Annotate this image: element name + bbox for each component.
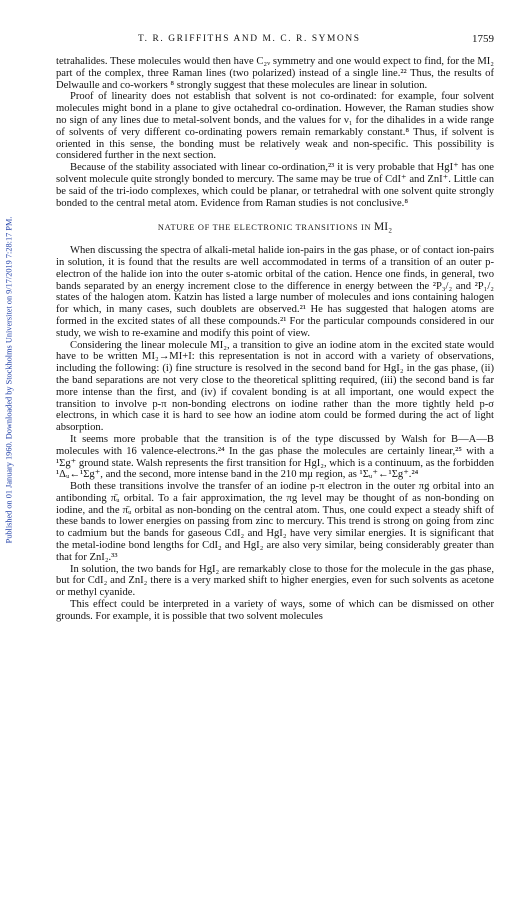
paragraph: tetrahalides. These molecules would then have C₂ᵥ symmetry and one would expect to find, for the MI₂ part of the complex, three Raman lines (two polarized) instead of a single line.²² Thus, the results of Delwaulle and co-workers ⁸ strongly suggest that these molecules are linear in solution. <box>56 56 494 91</box>
page-number: 1759 <box>472 33 494 45</box>
paragraph: Proof of linearity does not establish that solvent is not co-ordinated: for example, four solvent molecules might bond in a plane to give octahedral co-ordination. However, the Raman studies show no sign of any lines due to metal-solvent bonds, and the values for ν₁ for the dihalides in a wide range of solvents of very different co-ordinating powers remain remarkably constant.⁸ Thus, if solvent is oriented in this sense, the bonding must be relatively weak and non-specific. This possibility is considered further in the next section. <box>56 91 494 162</box>
paragraph: Both these transitions involve the transfer of an iodine p-π electron in the outer πg orbital into an antibonding π̄ᵤ orbital. To a fair approximation, the πg level may be thought of as non-bonding on iodine, and the π̄ᵤ orbital as non-bonding on the central atom. Thus, one could expect a steady shift of these bands to lower energies on passing from zinc to mercury. This trend is strong on going from zinc to cadmium but the bands for gaseous CdI₂ and HgI₂ have very similar energies. It is significant that the metal-iodine bond lengths for CdI₂ and HgI₂ are also very similar, being considerably greater than that for ZnI₂.³³ <box>56 481 494 563</box>
section-heading-formula: MI₂ <box>374 221 393 234</box>
section-heading-text: NATURE OF THE ELECTRONIC TRANSITIONS IN <box>157 223 372 233</box>
paragraph: In solution, the two bands for HgI₂ are remarkably close to those for the molecule in the gas phase, but for CdI₂ and ZnI₂ there is a very marked shift to higher energies, even for such solvents as acetone or methyl cyanide. <box>56 563 494 599</box>
running-title: T. R. GRIFFITHS AND M. C. R. SYMONS <box>138 34 361 44</box>
paragraph: Considering the linear molecule MI₂, a transition to give an iodine atom in the excited state would have to be written MI₂→MI+I: this representation is not in accord with a variety of observations, including the following: (i) fine structure is resolved in the second band for HgI₂ in the gas phase, (ii) the band separations are not very close to the theoretical splitting required, (iii) the second band is far more intense than the first, and (iv) if covalent bonding is at all important, one would expect the transition to involve p-π non-bonding electrons on iodine rather than the more tightly held p-σ electrons, in which case it is hard to see how an iodine atom could be formed during the act of light absorption. <box>56 339 494 434</box>
download-watermark-text: Published on 01 January 1960. Downloaded by Stockholms Universitet on 9/17/2019 7:28:17 PM. <box>4 216 14 544</box>
download-watermark <box>2 110 16 650</box>
section-heading <box>56 222 494 234</box>
running-header <box>0 34 528 48</box>
body-text <box>56 56 494 623</box>
paragraph: This effect could be interpreted in a variety of ways, some of which can be dismissed on other grounds. For example, it is possible that two solvent molecules <box>56 599 494 622</box>
paragraph: It seems more probable that the transition is of the type discussed by Walsh for B—A—B molecules with 16 valence-electrons.²⁴ In the gas phase the molecules are certainly linear,²⁵ with a ¹Σg⁺ ground state. Walsh represents the first transition for HgI₂, which is a continuum, as the forbidden ¹Δᵤ←¹Σg⁺, and the second, more intense band in the 210 mμ region, as ¹Σᵤ⁺←¹Σg⁺.²⁴ <box>56 433 494 481</box>
paragraph: Because of the stability associated with linear co-ordination,²³ it is very probable that HgI⁺ has one solvent molecule quite strongly bonded to mercury. The same may be true of CdI⁺ and ZnI⁺. Little can be said of the tri-iodo complexes, which could be planar, or tetrahedral with one solvent quite strongly bonded to the central metal atom. Evidence from Raman studies is not conclusive.⁸ <box>56 162 494 209</box>
paragraph: When discussing the spectra of alkali-metal halide ion-pairs in the gas phase, or of contact ion-pairs in solution, it is found that the results are well accommodated in terms of a transition of an outer p-electron of the halide ion into the outer s-atomic orbital of the cation. Hence one finds, in general, two bands separated by an energy increment close to the difference in energy between the ²P₃/₂ and ²P₁/₂ states of the halogen atom. Katzin has listed a large number of molecules and ions containing halogen for which, in many cases, such doublets are observed.²¹ He has suggested that halogen atoms are formed in the excited states of all these compounds.²¹ For the particular compounds considered in our study, we wish to re-examine and modify this point of view. <box>56 245 494 339</box>
